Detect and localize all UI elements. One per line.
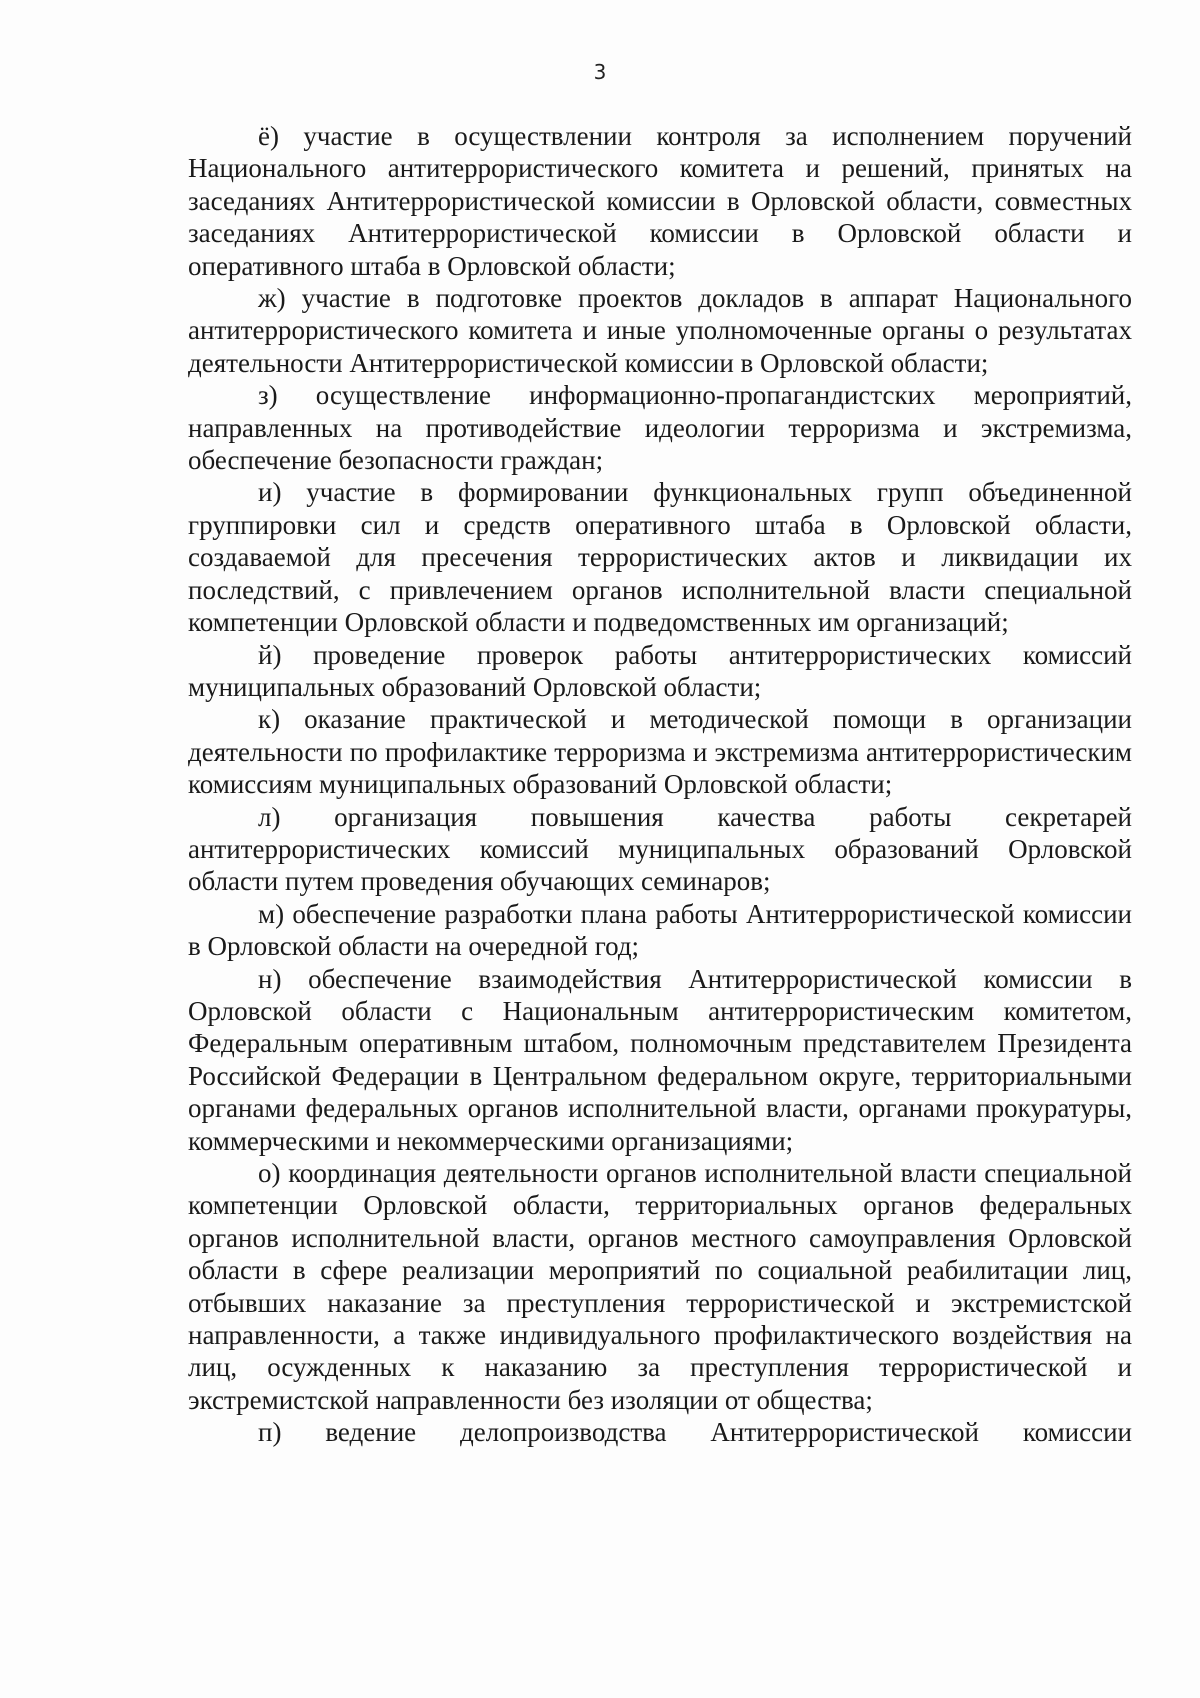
paragraph-n: н) обеспечение взаимодействия Антитеррористической комиссии в Орловской области с Национальным антитеррористическим комитетом, Федеральным оперативным штабом, полномочным представителем Президента Российской Федерации в Центральном федеральном округе, территориальными органами федеральных органов исполнительной власти, органами прокуратуры, коммерческими и некоммерческими организациями;: [188, 963, 1132, 1156]
page-number: 3: [593, 60, 607, 84]
paragraph-p: п) ведение делопроизводства Антитеррористической комиссии: [258, 1417, 1132, 1448]
paragraph-z: з) осуществление информационно-пропагандистских мероприятий, направленных на противодействие идеологии терроризма и экстремизма, обеспечение безопасности граждан;: [188, 380, 1132, 476]
paragraph-iy: й) проведение проверок работы антитеррористических комиссий муниципальных образований Орловской области;: [188, 639, 1132, 702]
paragraph-yo: ё) участие в осуществлении контроля за исполнением поручений Национального антитеррористического комитета и решений, принятых на заседаниях Антитеррористической комиссии в Орловской области, совместных заседаниях Антитеррористической комиссии в Орловской области и оперативного штаба в Орловской области;: [188, 121, 1132, 281]
paragraph-k: к) оказание практической и методической помощи в организации деятельности по профилактике терроризма и экстремизма антитеррористическим комиссиям муниципальных образований Орловской области;: [188, 704, 1132, 800]
paragraph-o: о) координация деятельности органов исполнительной власти специальной компетенции Орловской области, территориальных органов федеральных органов исполнительной власти, органов местного самоуправления Орловской области в сфере реализации мероприятий по социальной реабилитации лиц, отбывших наказание за преступления террористической и экстремистской направленности, а также индивидуального профилактического воздействия на лиц, осужденных к наказанию за преступления террористической и экстремистской направленности без изоляции от общества;: [188, 1158, 1132, 1415]
paragraph-m: м) обеспечение разработки плана работы Антитеррористической комиссии в Орловской области на очередной год;: [188, 898, 1132, 962]
paragraph-l: л) организация повышения качества работы секретарей антитеррористических комиссий муниципальных образований Орловской области путем проведения обучающих семинаров;: [188, 801, 1132, 897]
document-body: [188, 120, 1132, 1449]
paragraph-i: и) участие в формировании функциональных групп объединенной группировки сил и средств оперативного штаба в Орловской области, создаваемой для пресечения террористических актов и ликвидации их последствий, с привлечением органов исполнительной власти специальной компетенции Орловской области и подведомственных им организаций;: [188, 477, 1132, 638]
paragraph-zh: ж) участие в подготовке проектов докладов в аппарат Национального антитеррористического комитета и иные уполномоченные органы о результатах деятельности Антитеррористической комиссии в Орловской области;: [188, 283, 1132, 378]
